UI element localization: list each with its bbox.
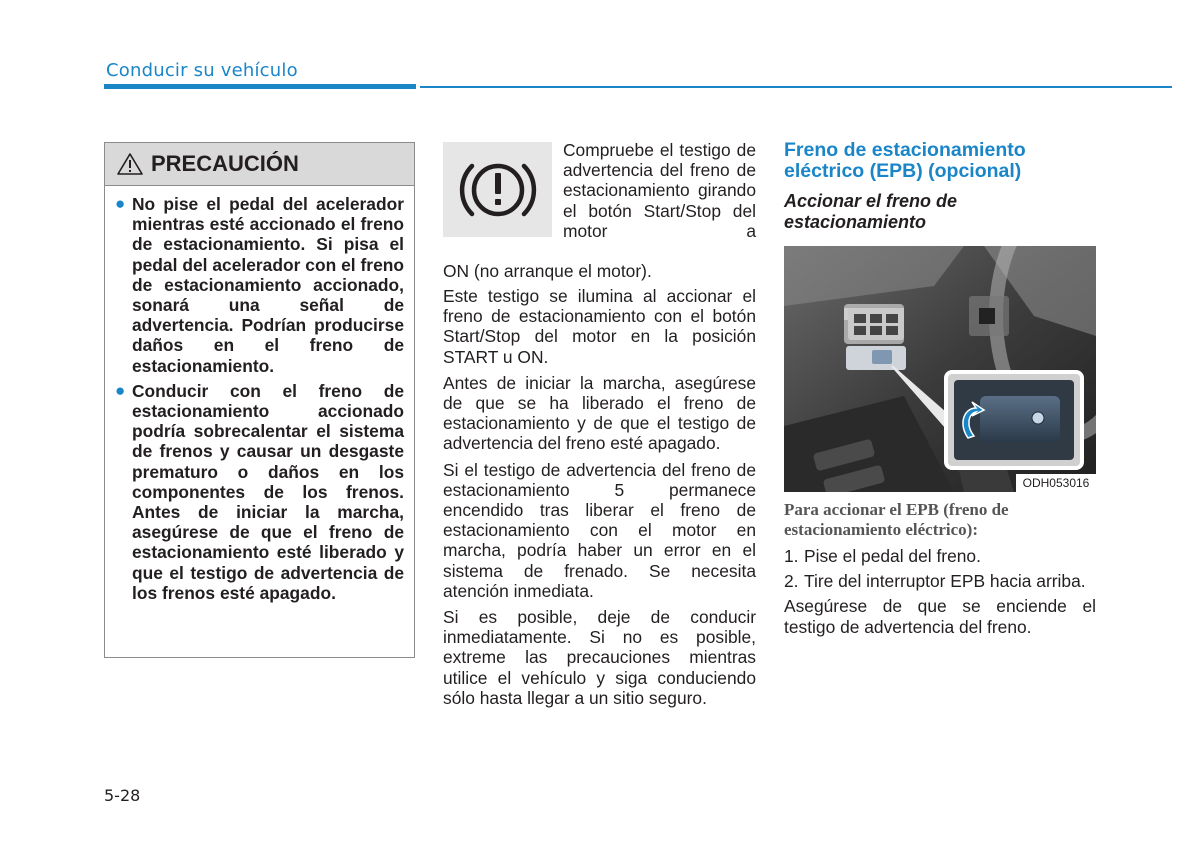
steps [784, 546, 1096, 637]
bullet-icon: ● [115, 194, 126, 213]
parking-brake-warning-icon-box [443, 142, 552, 237]
caution-item-text: No pise el pedal del acelerador mientras esté accionado el freno de estacionamiento. Si pisa el pedal del acelerador con el freno de estacionamiento accionado, sonará una señal de advertencia. Podrían producirse daños en el freno de estacionamiento. [132, 194, 404, 376]
paragraph: Si es posible, deje de conducir inmediatamente. Si no es posible, extreme las precauciones mientras utilice el vehículo y siga conduciendo sólo hasta llegar a un sitio seguro. [443, 607, 756, 708]
parking-brake-warning-icon [458, 156, 538, 224]
header-bar-thin [420, 86, 1172, 88]
photo-code: ODH053016 [1016, 474, 1096, 492]
epb-switch-photo [784, 246, 1096, 492]
column3 [784, 140, 1096, 233]
caution-list [105, 186, 414, 603]
bullet-icon: ● [115, 380, 126, 400]
step-item [784, 546, 1096, 566]
header-bar-thick [104, 84, 416, 89]
caution-item [115, 194, 404, 376]
caution-item-text: Conducir con el freno de estacionamiento accionado podría sobrecalentar el sistema de frenos y causar un desgaste prematuro o daños en los componentes de los frenos. Antes de iniciar la marcha, asegúrese de que el freno de estacionamiento esté liberado y que el testigo de advertencia de los frenos esté apagado. [132, 380, 404, 603]
section-subtitle: Accionar el freno de estacionamiento [784, 191, 958, 232]
step-number: 1. [784, 546, 799, 566]
step-text: Tire del interruptor EPB hacia arriba. [804, 571, 1086, 592]
paragraph: Antes de iniciar la marcha, asegúrese de que se ha liberado el freno de estacionamiento y de que el testigo de advertencia del freno esté apagado. [443, 372, 756, 454]
caution-box [104, 142, 415, 658]
page-number: 5-28 [104, 786, 141, 805]
section-title: Freno de estacionamiento eléctrico (EPB) (opcional) [784, 139, 1026, 182]
section-header-title: Conducir su vehículo [106, 60, 298, 81]
step-item [784, 571, 1096, 591]
paragraph: Este testigo se ilumina al accionar el freno de estacionamiento con el botón Start/Stop del motor en la posición START u ON. [443, 286, 756, 367]
step-text: Pise el pedal del freno. [804, 546, 981, 566]
warning-light-intro-tail: ON (no arranque el motor). [443, 261, 652, 281]
warning-triangle-icon [117, 153, 143, 175]
paragraph: Si el testigo de advertencia del freno de estacionamiento 5 permanece encendido tras liberar el freno de estacionamiento con el motor en marcha, podría haber un error en el sistema de frenado. Se necesita atención inmediata. [443, 459, 756, 601]
caution-item [115, 381, 404, 603]
photo-caption: Para accionar el EPB (freno de estacionamiento eléctrico): [784, 500, 1009, 539]
caution-header [105, 143, 414, 186]
column2-paragraphs [443, 286, 756, 714]
warning-light-intro: Compruebe el testigo de advertencia del freno de estacionamiento girando el botón Start/Stop del motor a [563, 140, 756, 241]
caution-title: PRECAUCIÓN [151, 151, 299, 176]
closing-paragraph: Asegúrese de que se enciende el testigo de advertencia del freno. [784, 596, 1096, 637]
step-number: 2. [784, 571, 799, 592]
